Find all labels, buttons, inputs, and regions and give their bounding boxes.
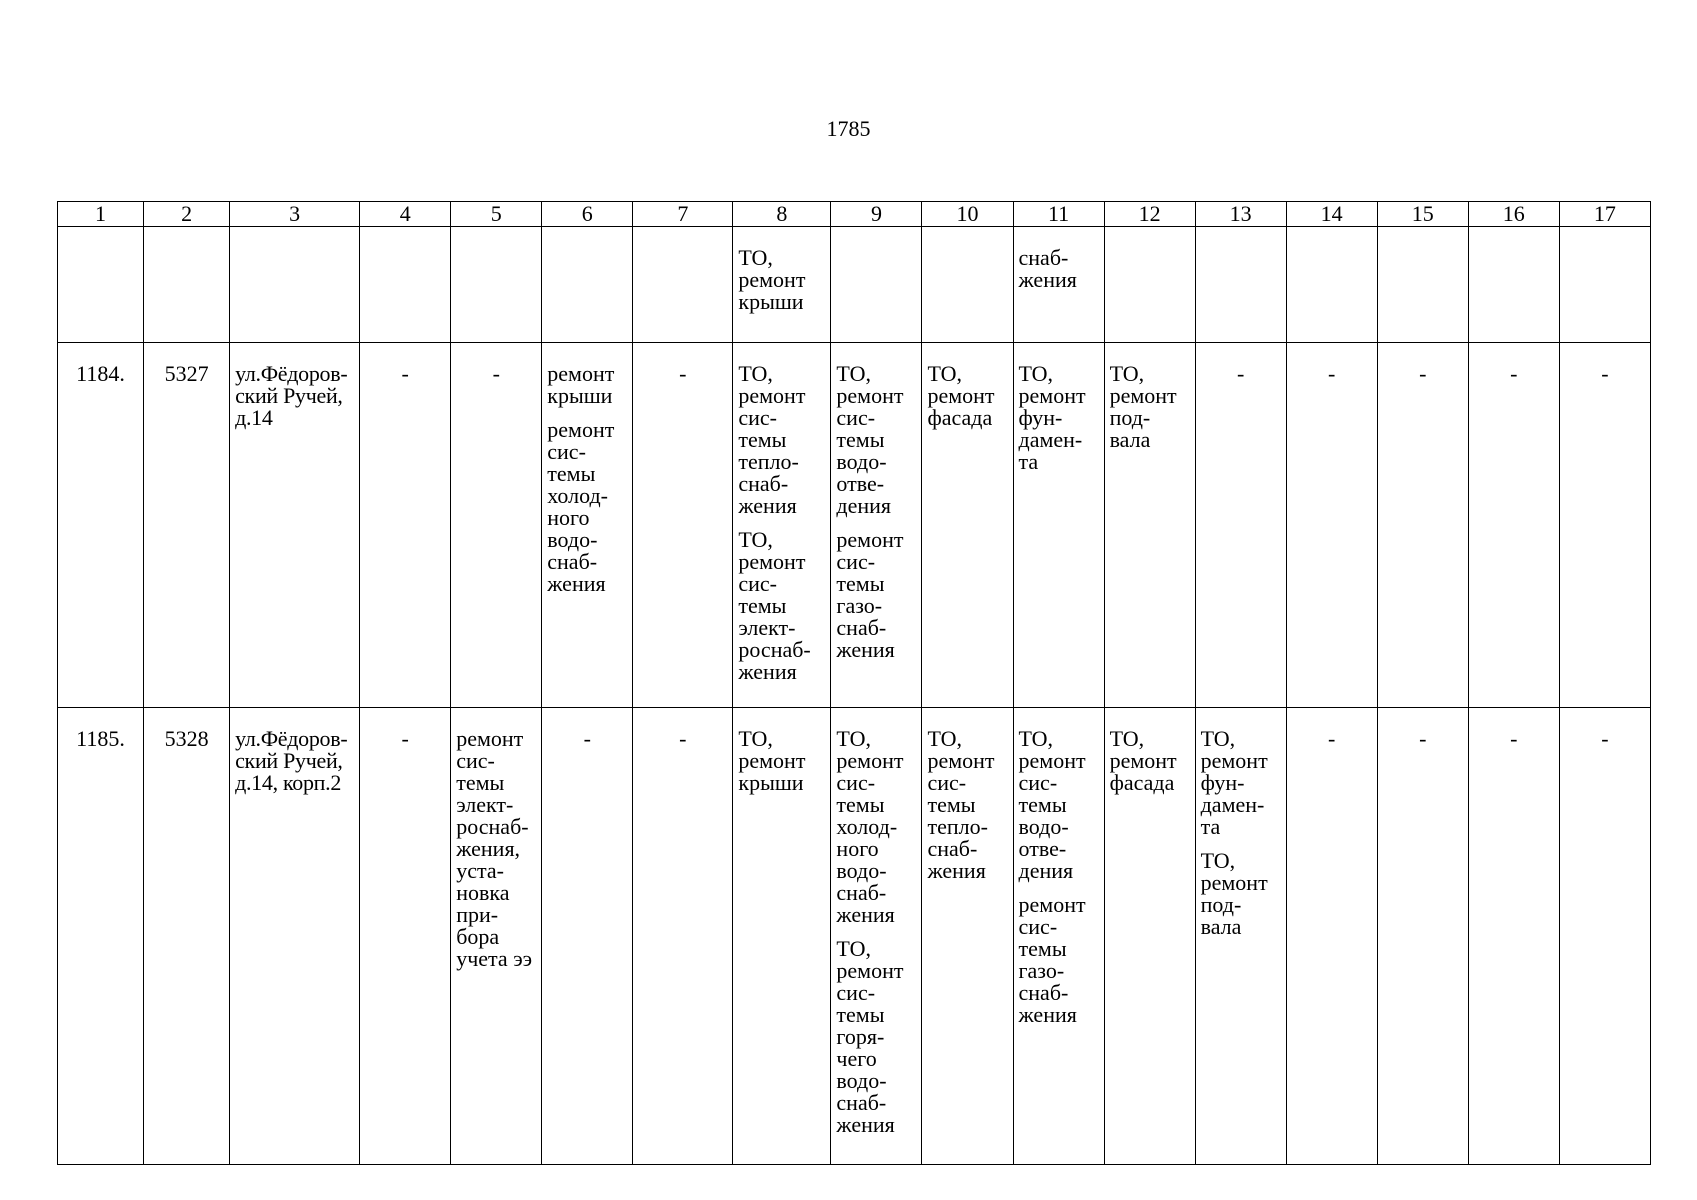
- header-row: [58, 202, 1651, 227]
- table-cell: [633, 227, 733, 343]
- table-cell: [542, 227, 633, 343]
- table-cell: -: [360, 343, 451, 708]
- header-cell: 2: [144, 202, 230, 227]
- table-cell: [922, 708, 1013, 1165]
- table-cell: [144, 227, 230, 343]
- table-cell: -: [633, 708, 733, 1165]
- cell-text: ТО, ремонт сис- темы тепло- снаб- жения: [927, 726, 995, 883]
- table-cell: [1013, 343, 1104, 708]
- cell-text: ремонт сис- темы холод- ного водо- снаб- жения: [547, 417, 615, 596]
- cell-text: ремонт сис- темы газо- снаб- жения: [1018, 892, 1086, 1027]
- header-cell: 13: [1195, 202, 1286, 227]
- table-cell: [451, 227, 542, 343]
- table-cell: [230, 227, 360, 343]
- header-cell: 4: [360, 202, 451, 227]
- cell-text: ТО, ремонт сис- темы холод- ного водо- снаб- жения: [836, 726, 904, 927]
- header-cell: 11: [1013, 202, 1104, 227]
- table-cell: -: [451, 343, 542, 708]
- header-cell: 14: [1286, 202, 1377, 227]
- cell-text: ТО, ремонт фун- дамен- та: [1018, 361, 1086, 474]
- header-cell: 9: [831, 202, 922, 227]
- header-cell: 7: [633, 202, 733, 227]
- header-cell: 5: [451, 202, 542, 227]
- row-number: 1185.: [58, 708, 144, 1165]
- table-cell: [1104, 708, 1195, 1165]
- cell-text: ТО, ремонт сис- темы горя- чего водо- снаб- жения: [836, 936, 904, 1137]
- table-cell: [1104, 343, 1195, 708]
- table-cell: [360, 227, 451, 343]
- cell-text: ТО, ремонт под- вала: [1109, 361, 1177, 452]
- object-code: 5328: [144, 708, 230, 1165]
- cell-text: ремонт крыши: [547, 361, 615, 408]
- cell-text: снаб- жения: [1018, 245, 1077, 292]
- table-cell: [733, 343, 831, 708]
- table-cell: -: [360, 708, 451, 1165]
- table-cell: -: [1559, 708, 1650, 1165]
- address-text: ул.Фёдоров- ский Ручей, д.14, корп.2: [235, 726, 348, 795]
- cell-text: ТО, ремонт крыши: [738, 245, 806, 314]
- object-code: 5327: [144, 343, 230, 708]
- table-cell: -: [1377, 708, 1468, 1165]
- address-cell: [230, 343, 360, 708]
- cell-text: ТО, ремонт сис- темы тепло- снаб- жения: [738, 361, 806, 518]
- header-cell: 3: [230, 202, 360, 227]
- table-cell: -: [1559, 343, 1650, 708]
- table-cell: -: [1195, 343, 1286, 708]
- table-cell: [1377, 227, 1468, 343]
- table-cell: -: [1468, 708, 1559, 1165]
- header-cell: 10: [922, 202, 1013, 227]
- table-cell: [733, 708, 831, 1165]
- cell-text: ТО, ремонт фун- дамен- та: [1200, 726, 1268, 839]
- cell-text: ТО, ремонт фасада: [927, 361, 995, 430]
- cell-text: ТО, ремонт сис- темы водо- отве- дения: [836, 361, 904, 518]
- table-cell: -: [1286, 708, 1377, 1165]
- table-cell: [831, 343, 922, 708]
- table-cell: [831, 708, 922, 1165]
- table-cell: [1104, 227, 1195, 343]
- table-cell: -: [542, 708, 633, 1165]
- table-cell: [1013, 227, 1104, 343]
- table-row: [58, 227, 1651, 343]
- table-cell: [451, 708, 542, 1165]
- header-cell: 8: [733, 202, 831, 227]
- cell-text: ТО, ремонт сис- темы водо- отве- дения: [1018, 726, 1086, 883]
- header-cell: 15: [1377, 202, 1468, 227]
- cell-text: ремонт сис- темы газо- снаб- жения: [836, 527, 904, 662]
- table-cell: [1195, 708, 1286, 1165]
- page-number: 1785: [826, 116, 871, 141]
- table-cell: [1013, 708, 1104, 1165]
- cell-text: ТО, ремонт под- вала: [1200, 848, 1268, 939]
- table-cell: -: [1468, 343, 1559, 708]
- table-row: [58, 343, 1651, 708]
- header-cell: 6: [542, 202, 633, 227]
- table-cell: [831, 227, 922, 343]
- table-cell: [1559, 227, 1650, 343]
- header-cell: 1: [58, 202, 144, 227]
- table-row: [58, 708, 1651, 1165]
- header-cell: 12: [1104, 202, 1195, 227]
- table-cell: [1286, 227, 1377, 343]
- repair-schedule-table: [57, 201, 1651, 1165]
- cell-text: ТО, ремонт фасада: [1109, 726, 1177, 795]
- table-cell: [922, 343, 1013, 708]
- table-cell: [1195, 227, 1286, 343]
- table-cell: -: [1377, 343, 1468, 708]
- table-cell: [58, 227, 144, 343]
- address-text: ул.Фёдоров- ский Ручей, д.14: [235, 361, 348, 430]
- table-cell: -: [633, 343, 733, 708]
- header-cell: 17: [1559, 202, 1650, 227]
- table-cell: [1468, 227, 1559, 343]
- table-cell: [922, 227, 1013, 343]
- cell-text: ТО, ремонт сис- темы элект- роснаб- жения: [738, 527, 811, 684]
- table-cell: -: [1286, 343, 1377, 708]
- table-cell: [542, 343, 633, 708]
- table-cell: [733, 227, 831, 343]
- cell-text: ТО, ремонт крыши: [738, 726, 806, 795]
- address-cell: [230, 708, 360, 1165]
- header-cell: 16: [1468, 202, 1559, 227]
- cell-text: ремонт сис- темы элект- роснаб- жения, уста- новка при- бора учета ээ: [456, 726, 533, 971]
- row-number: 1184.: [58, 343, 144, 708]
